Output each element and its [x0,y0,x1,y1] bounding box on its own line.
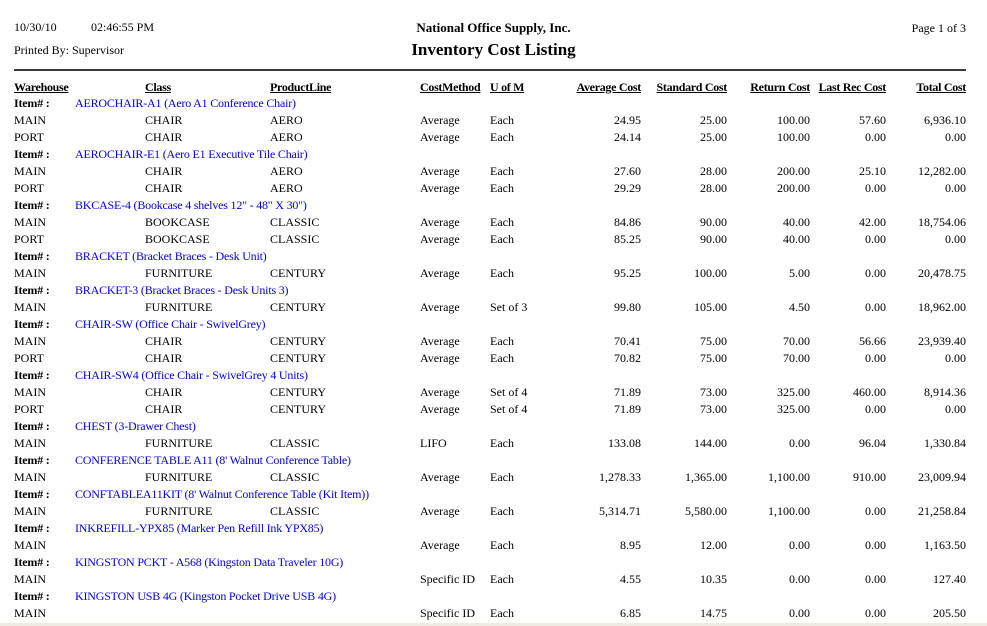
return-cost-cell: 0.00 [789,606,810,620]
last-rec-cost-cell: 0.00 [865,538,886,552]
last-rec-cost-cell: 0.00 [865,232,886,246]
uom-cell: Set of 3 [490,300,528,314]
item-number-label: Item# : [14,147,50,161]
detail-row [14,180,966,197]
class-cell: CHAIR [145,385,183,399]
total-cost-cell: 18,754.06 [918,215,966,229]
last-rec-cost-cell: 0.00 [865,266,886,280]
cost-method-cell: Average [420,113,460,127]
uom-cell: Each [490,470,514,484]
uom-cell: Each [490,572,514,586]
standard-cost-cell: 25.00 [700,130,727,144]
column-header-standard-cost [641,75,727,95]
cost-method-cell: Average [420,164,460,178]
return-cost-cell: 325.00 [777,385,810,399]
warehouse-cell: PORT [14,402,44,416]
item-number-label: Item# : [14,368,50,382]
product-line-cell: CENTURY [270,266,327,280]
item-link[interactable]: CHEST (3-Drawer Chest) [75,419,196,433]
product-line-cell [270,571,420,588]
standard-cost-cell: 1,365.00 [685,470,727,484]
last-rec-cost-cell: 0.00 [865,402,886,416]
item-link[interactable]: BRACKET (Bracket Braces - Desk Unit) [75,249,267,263]
standard-cost-cell: 25.00 [700,113,727,127]
print-date: 10/30/10 [14,20,57,34]
uom-cell: Each [490,436,514,450]
cost-method-cell: LIFO [420,436,447,450]
class-cell: FURNITURE [145,266,213,280]
class-cell: CHAIR [145,164,183,178]
return-cost-cell: 0.00 [789,436,810,450]
detail-row [14,129,966,146]
uom-cell: Each [490,351,514,365]
column-header-label: CostMethod [420,80,481,94]
cost-method-cell: Average [420,266,460,280]
warehouse-cell: MAIN [14,164,46,178]
average-cost-cell: 8.95 [620,538,641,552]
class-cell: BOOKCASE [145,215,210,229]
last-rec-cost-cell: 0.00 [865,130,886,144]
column-header-label: Average Cost [576,80,641,94]
standard-cost-cell: 90.00 [700,215,727,229]
detail-row [14,537,966,554]
warehouse-cell: PORT [14,130,44,144]
product-line-cell: CENTURY [270,351,327,365]
return-cost-cell: 0.00 [789,572,810,586]
item-header-row [14,452,966,469]
class-cell: CHAIR [145,113,183,127]
total-cost-cell: 6,936.10 [924,113,966,127]
average-cost-cell: 29.29 [614,181,641,195]
item-number-label: Item# : [14,198,50,212]
column-header-label: Total Cost [916,80,966,94]
class-cell: CHAIR [145,181,183,195]
item-header-row [14,316,966,333]
last-rec-cost-cell: 25.10 [859,164,886,178]
last-rec-cost-cell: 0.00 [865,572,886,586]
warehouse-cell: MAIN [14,334,46,348]
item-header-row [14,248,966,265]
cost-method-cell: Average [420,351,460,365]
column-header-last-rec-cost [810,75,886,95]
average-cost-cell: 70.41 [614,334,641,348]
standard-cost-cell: 5,580.00 [685,504,727,518]
average-cost-cell: 1,278.33 [599,470,641,484]
item-number-label: Item# : [14,521,50,535]
warehouse-cell: MAIN [14,113,46,127]
item-number-label: Item# : [14,419,50,433]
warehouse-cell: PORT [14,181,44,195]
total-cost-cell: 0.00 [945,130,966,144]
detail-row [14,299,966,316]
standard-cost-cell: 28.00 [700,164,727,178]
standard-cost-cell: 75.00 [700,334,727,348]
item-header-row [14,367,966,384]
uom-cell: Set of 4 [490,402,528,416]
report-title: Inventory Cost Listing [411,40,576,59]
uom-cell: Each [490,130,514,144]
uom-cell: Each [490,266,514,280]
class-cell: CHAIR [145,130,183,144]
detail-row [14,350,966,367]
class-cell: FURNITURE [145,470,213,484]
cost-method-cell: Average [420,470,460,484]
product-line-cell: CENTURY [270,300,327,314]
column-header-class [145,75,270,95]
total-cost-cell: 127.40 [933,572,966,586]
item-link[interactable]: CHAIR-SW4 (Office Chair - SwivelGrey 4 Units) [75,368,308,382]
return-cost-cell: 40.00 [783,215,810,229]
column-header-average-cost [551,75,641,95]
last-rec-cost-cell: 910.00 [853,470,886,484]
class-cell: CHAIR [145,351,183,365]
item-header-row [14,197,966,214]
last-rec-cost-cell: 57.60 [859,113,886,127]
detail-row [14,503,966,520]
warehouse-cell: MAIN [14,300,46,314]
class-cell [145,605,270,622]
total-cost-cell: 8,914.36 [924,385,966,399]
return-cost-cell: 1,100.00 [768,470,810,484]
column-header-warehouse [14,75,145,95]
product-line-cell: AERO [270,113,303,127]
uom-cell: Each [490,538,514,552]
cost-method-cell: Average [420,215,460,229]
cost-method-cell: Average [420,181,460,195]
average-cost-cell: 95.25 [614,266,641,280]
warehouse-cell: PORT [14,351,44,365]
column-header-product-line [270,75,420,95]
cost-method-cell: Specific ID [420,606,475,620]
header-divider [14,69,966,71]
printed-by: Printed By: Supervisor [14,43,124,57]
company-name: National Office Supply, Inc. [416,20,571,35]
average-cost-cell: 71.89 [614,402,641,416]
detail-row [14,163,966,180]
cost-method-cell: Average [420,300,460,314]
average-cost-cell: 70.82 [614,351,641,365]
warehouse-cell: MAIN [14,215,46,229]
inventory-table-body [14,95,966,622]
average-cost-cell: 27.60 [614,164,641,178]
return-cost-cell: 200.00 [777,181,810,195]
column-header-label: Warehouse [14,80,69,94]
standard-cost-cell: 100.00 [694,266,727,280]
cost-method-cell: Average [420,232,460,246]
item-link[interactable]: AEROCHAIR-A1 (Aero A1 Conference Chair) [75,96,296,110]
detail-row [14,231,966,248]
detail-row [14,401,966,418]
uom-cell: Each [490,164,514,178]
cost-method-cell: Specific ID [420,572,475,586]
warehouse-cell: MAIN [14,436,46,450]
uom-cell: Each [490,113,514,127]
warehouse-cell: MAIN [14,266,46,280]
class-cell: FURNITURE [145,300,213,314]
item-link[interactable]: INKREFILL-YPX85 (Marker Pen Refill Ink YPX85) [75,521,324,535]
average-cost-cell: 84.86 [614,215,641,229]
standard-cost-cell: 14.75 [700,606,727,620]
last-rec-cost-cell: 460.00 [853,385,886,399]
item-header-row [14,588,966,605]
average-cost-cell: 24.14 [614,130,641,144]
column-header-label: ProductLine [270,80,332,94]
average-cost-cell: 6.85 [620,606,641,620]
detail-row [14,214,966,231]
uom-cell: Each [490,504,514,518]
return-cost-cell: 325.00 [777,402,810,416]
print-time: 02:46:55 PM [91,20,155,34]
item-header-row [14,520,966,537]
standard-cost-cell: 28.00 [700,181,727,195]
column-header-row [14,75,966,95]
detail-row [14,265,966,282]
class-cell: FURNITURE [145,504,213,518]
average-cost-cell: 4.55 [620,572,641,586]
product-line-cell: CLASSIC [270,436,320,450]
average-cost-cell: 85.25 [614,232,641,246]
standard-cost-cell: 73.00 [700,385,727,399]
cost-method-cell: Average [420,504,460,518]
warehouse-cell: MAIN [14,538,46,552]
total-cost-cell: 20,478.75 [918,266,966,280]
return-cost-cell: 40.00 [783,232,810,246]
uom-cell: Each [490,606,514,620]
item-link[interactable]: BKCASE-4 (Bookcase 4 shelves 12" - 48" X 30") [75,198,307,212]
total-cost-cell: 23,939.40 [918,334,966,348]
return-cost-cell: 200.00 [777,164,810,178]
item-link[interactable]: KINGSTON PCKT - A568 (Kingston Data Traveler 10G) [75,555,344,569]
uom-cell: Each [490,232,514,246]
last-rec-cost-cell: 56.66 [859,334,886,348]
return-cost-cell: 5.00 [789,266,810,280]
item-link[interactable]: CONFTABLEA11KIT (8' Walnut Conference Table (Kit Item)) [75,487,369,501]
total-cost-cell: 0.00 [945,232,966,246]
detail-row [14,384,966,401]
warehouse-cell: MAIN [14,606,46,620]
return-cost-cell: 4.50 [789,300,810,314]
detail-row [14,571,966,588]
product-line-cell: CLASSIC [270,470,320,484]
class-cell [145,537,270,554]
item-number-label: Item# : [14,555,50,569]
item-header-row [14,554,966,571]
item-number-label: Item# : [14,487,50,501]
warehouse-cell: MAIN [14,385,46,399]
cost-method-cell: Average [420,334,460,348]
detail-row [14,333,966,350]
item-link[interactable]: AEROCHAIR-E1 (Aero E1 Executive Tile Chair) [75,147,308,161]
last-rec-cost-cell: 0.00 [865,606,886,620]
uom-cell: Each [490,215,514,229]
product-line-cell: AERO [270,130,303,144]
product-line-cell: CENTURY [270,334,327,348]
class-cell: CHAIR [145,402,183,416]
detail-row [14,469,966,486]
class-cell: CHAIR [145,334,183,348]
total-cost-cell: 1,330.84 [924,436,966,450]
item-number-label: Item# : [14,283,50,297]
average-cost-cell: 5,314.71 [599,504,641,518]
product-line-cell: CLASSIC [270,215,320,229]
return-cost-cell: 1,100.00 [768,504,810,518]
total-cost-cell: 205.50 [933,606,966,620]
item-header-row [14,95,966,112]
class-cell [145,571,270,588]
total-cost-cell: 0.00 [945,402,966,416]
item-header-row [14,146,966,163]
column-header-label: U of M [490,80,525,94]
product-line-cell: CENTURY [270,385,327,399]
warehouse-cell: PORT [14,232,44,246]
standard-cost-cell: 10.35 [700,572,727,586]
total-cost-cell: 1,163.50 [924,538,966,552]
standard-cost-cell: 12.00 [700,538,727,552]
standard-cost-cell: 144.00 [694,436,727,450]
cost-method-cell: Average [420,385,460,399]
item-number-label: Item# : [14,589,50,603]
item-header-row [14,486,966,503]
cost-method-cell: Average [420,538,460,552]
uom-cell: Each [490,181,514,195]
item-number-label: Item# : [14,96,50,110]
column-header-label: Class [145,80,171,94]
average-cost-cell: 24.95 [614,113,641,127]
product-line-cell: AERO [270,181,303,195]
detail-row [14,605,966,622]
column-header-label: Standard Cost [656,80,727,94]
last-rec-cost-cell: 0.00 [865,351,886,365]
return-cost-cell: 70.00 [783,334,810,348]
total-cost-cell: 23,009.94 [918,470,966,484]
average-cost-cell: 99.80 [614,300,641,314]
standard-cost-cell: 90.00 [700,232,727,246]
total-cost-cell: 0.00 [945,181,966,195]
column-header-total-cost [886,75,966,95]
item-header-row [14,418,966,435]
return-cost-cell: 100.00 [777,130,810,144]
product-line-cell: CLASSIC [270,232,320,246]
item-link[interactable]: BRACKET-3 (Bracket Braces - Desk Units 3) [75,283,289,297]
return-cost-cell: 100.00 [777,113,810,127]
inventory-table [14,75,966,622]
product-line-cell [270,537,420,554]
column-header-label: Last Rec Cost [818,80,886,94]
total-cost-cell: 18,962.00 [918,300,966,314]
total-cost-cell: 21,258.84 [918,504,966,518]
class-cell: FURNITURE [145,436,213,450]
average-cost-cell: 133.08 [608,436,641,450]
cost-method-cell: Average [420,402,460,416]
item-header-row [14,282,966,299]
warehouse-cell: MAIN [14,470,46,484]
class-cell: BOOKCASE [145,232,210,246]
warehouse-cell: MAIN [14,504,46,518]
item-number-label: Item# : [14,249,50,263]
standard-cost-cell: 75.00 [700,351,727,365]
standard-cost-cell: 105.00 [694,300,727,314]
cost-method-cell: Average [420,130,460,144]
total-cost-cell: 12,282.00 [918,164,966,178]
uom-cell: Each [490,334,514,348]
column-header-label: Return Cost [750,80,810,94]
return-cost-cell: 0.00 [789,538,810,552]
total-cost-cell: 0.00 [945,351,966,365]
last-rec-cost-cell: 0.00 [865,300,886,314]
last-rec-cost-cell: 96.04 [859,436,886,450]
detail-row [14,435,966,452]
item-link[interactable]: CHAIR-SW (Office Chair - SwivelGrey) [75,317,266,331]
average-cost-cell: 71.89 [614,385,641,399]
column-header-uom [490,75,551,95]
warehouse-cell: MAIN [14,572,46,586]
product-line-cell: CENTURY [270,402,327,416]
item-number-label: Item# : [14,317,50,331]
item-number-label: Item# : [14,453,50,467]
detail-row [14,112,966,129]
uom-cell: Set of 4 [490,385,528,399]
report-header-center [0,20,987,60]
item-link[interactable]: KINGSTON USB 4G (Kingston Pocket Drive USB 4G) [75,589,336,603]
last-rec-cost-cell: 42.00 [859,215,886,229]
product-line-cell: CLASSIC [270,504,320,518]
standard-cost-cell: 73.00 [700,402,727,416]
product-line-cell: AERO [270,164,303,178]
column-header-cost-method [420,75,490,95]
last-rec-cost-cell: 0.00 [865,181,886,195]
page-number: Page 1 of 3 [911,21,966,35]
column-header-return-cost [727,75,810,95]
item-link[interactable]: CONFERENCE TABLE A11 (8' Walnut Conference Table) [75,453,351,467]
last-rec-cost-cell: 0.00 [865,504,886,518]
return-cost-cell: 70.00 [783,351,810,365]
product-line-cell [270,605,420,622]
